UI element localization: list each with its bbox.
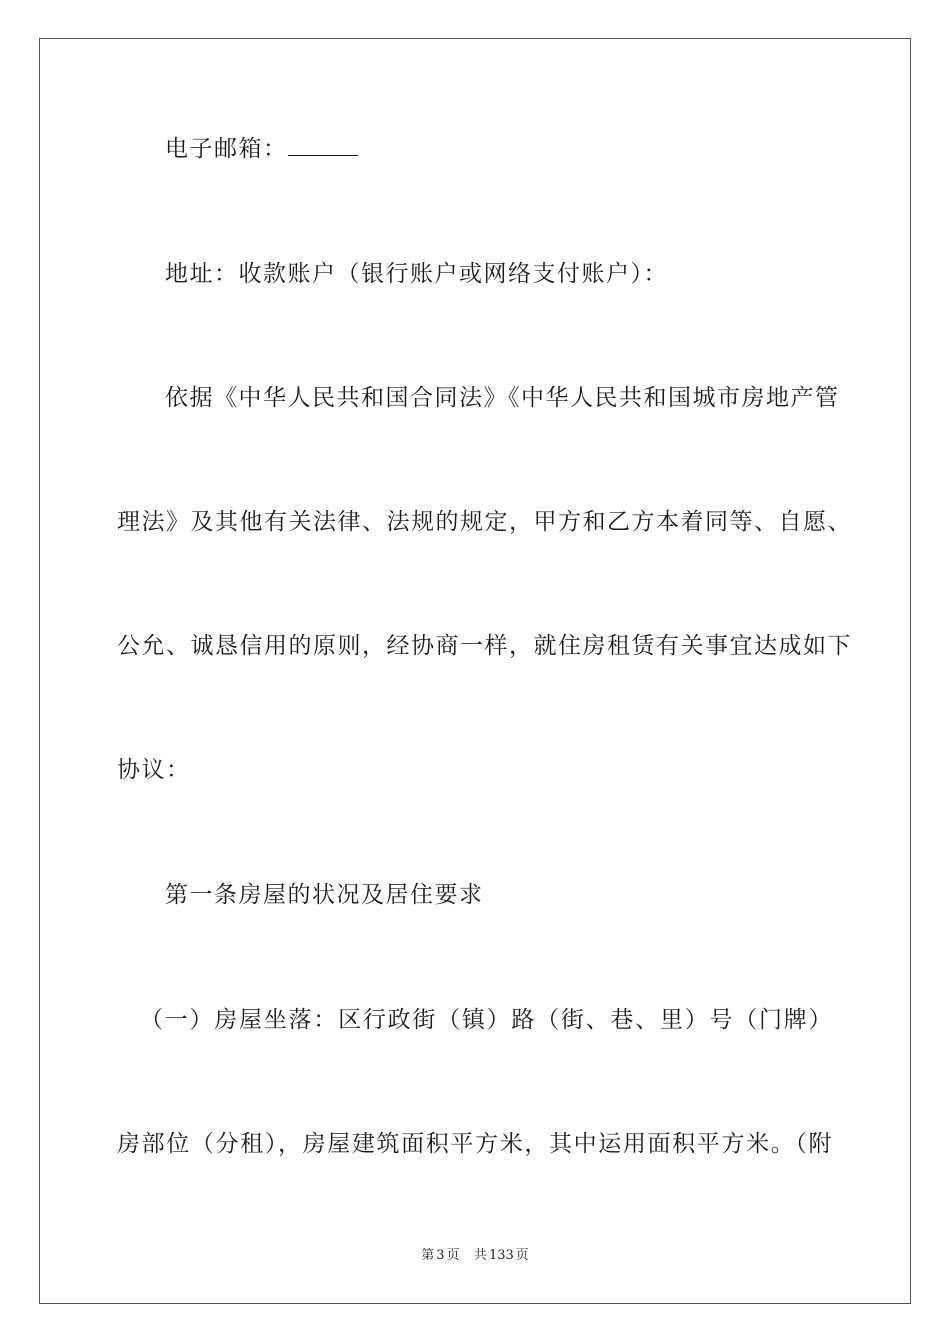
email-line	[165, 134, 358, 164]
basis-line-3: 公允、诚恳信用的原则，经协商一样，就住房租赁有关事宜达成如下	[117, 633, 852, 659]
footer-page-number: 3	[436, 1248, 445, 1263]
footer-total-unit: 页	[515, 1248, 529, 1263]
page-footer	[0, 1247, 950, 1265]
footer-total-prefix: 共	[473, 1248, 487, 1263]
article-1-heading: 第一条房屋的状况及居住要求	[165, 882, 484, 908]
page-border	[39, 38, 911, 1304]
footer-total-pages: 133	[488, 1248, 514, 1263]
basis-line-4: 协议：	[117, 757, 191, 783]
email-label: 电子邮箱：	[165, 136, 288, 162]
basis-line-2: 理法》及其他有关法律、法规的规定，甲方和乙方本着同等、自愿、	[117, 509, 852, 535]
address-line: 地址：收款账户（银行账户或网络支付账户）：	[165, 261, 668, 287]
basis-line-1: 依据《中华人民共和国合同法》《中华人民共和国城市房地产管	[165, 385, 840, 411]
footer-page-unit: 页	[446, 1248, 460, 1263]
footer-page-prefix: 第	[421, 1248, 435, 1263]
clause-1-line-1: （一）房屋坐落：区行政街（镇）路（街、巷、里）号（门牌）	[140, 1007, 833, 1033]
clause-1-line-2: 房部位（分租），房屋建筑面积平方米，其中运用面积平方米。（附	[117, 1131, 833, 1157]
email-blank	[288, 135, 358, 156]
